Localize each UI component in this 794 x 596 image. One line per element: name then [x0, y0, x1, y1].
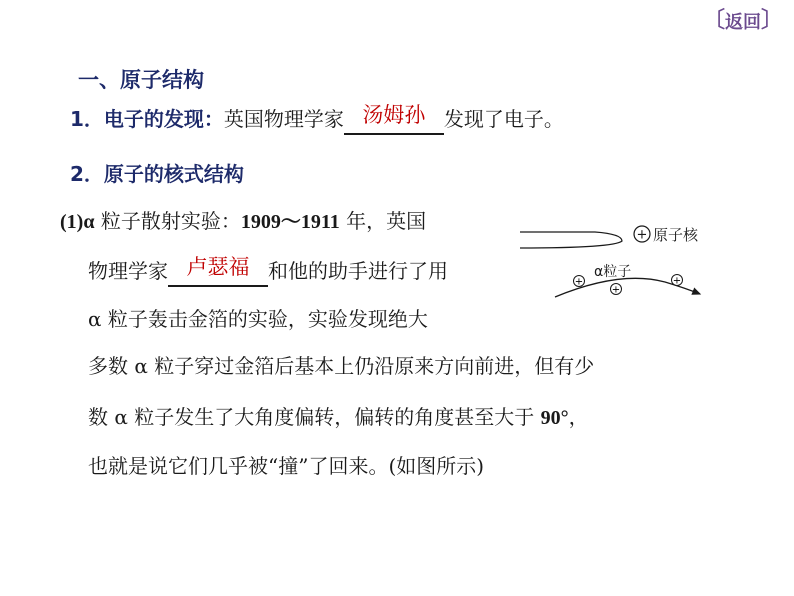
scattering-diagram	[510, 212, 730, 312]
para-line-5-a: 数 α 粒子发生了大角度偏转，偏转的角度甚至大于	[88, 405, 541, 429]
svg-text:+: +	[611, 284, 621, 296]
para-line-2-suffix: 和他的助手进行了用	[268, 259, 448, 283]
para-line-5	[88, 401, 589, 430]
item-2-number: 2．	[70, 162, 104, 186]
back-button-label: 返回	[725, 12, 761, 33]
para-degrees: 90°	[540, 407, 569, 429]
para-years: 1909～1911	[240, 211, 340, 233]
para-line-2-prefix: 物理学家	[88, 259, 168, 283]
back-button[interactable]	[702, 8, 784, 34]
left-bracket-icon: 〔	[702, 8, 725, 33]
plus-marker-3	[672, 275, 683, 287]
para-line-3: α 粒子轰击金箔的实验，实验发现绝大	[88, 307, 428, 331]
item-1-suffix: 发现了电子。	[443, 107, 564, 131]
section-title: 一、原子结构	[78, 68, 204, 92]
item-1-prefix: 英国物理学家	[223, 107, 344, 131]
para-marker: (1)α	[60, 211, 95, 233]
item-2-label: 原子的核式结构	[103, 162, 244, 186]
item-1	[70, 103, 564, 135]
item-2	[70, 158, 244, 187]
item-1-number: 1．	[70, 107, 104, 131]
item-1-label: 电子的发现：	[103, 107, 224, 131]
backscatter-track	[520, 232, 622, 248]
plus-marker-2	[611, 284, 622, 296]
svg-text:+: +	[574, 276, 584, 288]
nucleus-marker	[634, 226, 650, 243]
answer-blank-2	[168, 255, 268, 287]
nucleus-label: 原子核	[653, 226, 699, 244]
svg-text:+: +	[636, 227, 648, 243]
alpha-label: α粒子	[594, 264, 632, 280]
para-line-2	[88, 255, 448, 287]
para-line-1-a: 粒子散射实验：	[100, 209, 241, 233]
para-line-6: 也就是说它们几乎被“撞”了回来。(如图所示)	[88, 454, 485, 478]
right-bracket-icon: 〕	[761, 8, 784, 33]
para-line-5-b: ，	[568, 405, 589, 429]
answer-text-1: 汤姆孙	[362, 103, 426, 127]
para-line-1-b: 年，英国	[346, 209, 427, 233]
answer-blank-1	[344, 103, 444, 135]
para-line-1	[60, 205, 426, 234]
plus-marker-1	[574, 276, 585, 288]
para-line-4: 多数 α 粒子穿过金箔后基本上仍沿原来方向前进，但有少	[88, 354, 595, 378]
svg-text:+: +	[672, 275, 682, 287]
answer-text-2: 卢瑟福	[186, 255, 250, 279]
